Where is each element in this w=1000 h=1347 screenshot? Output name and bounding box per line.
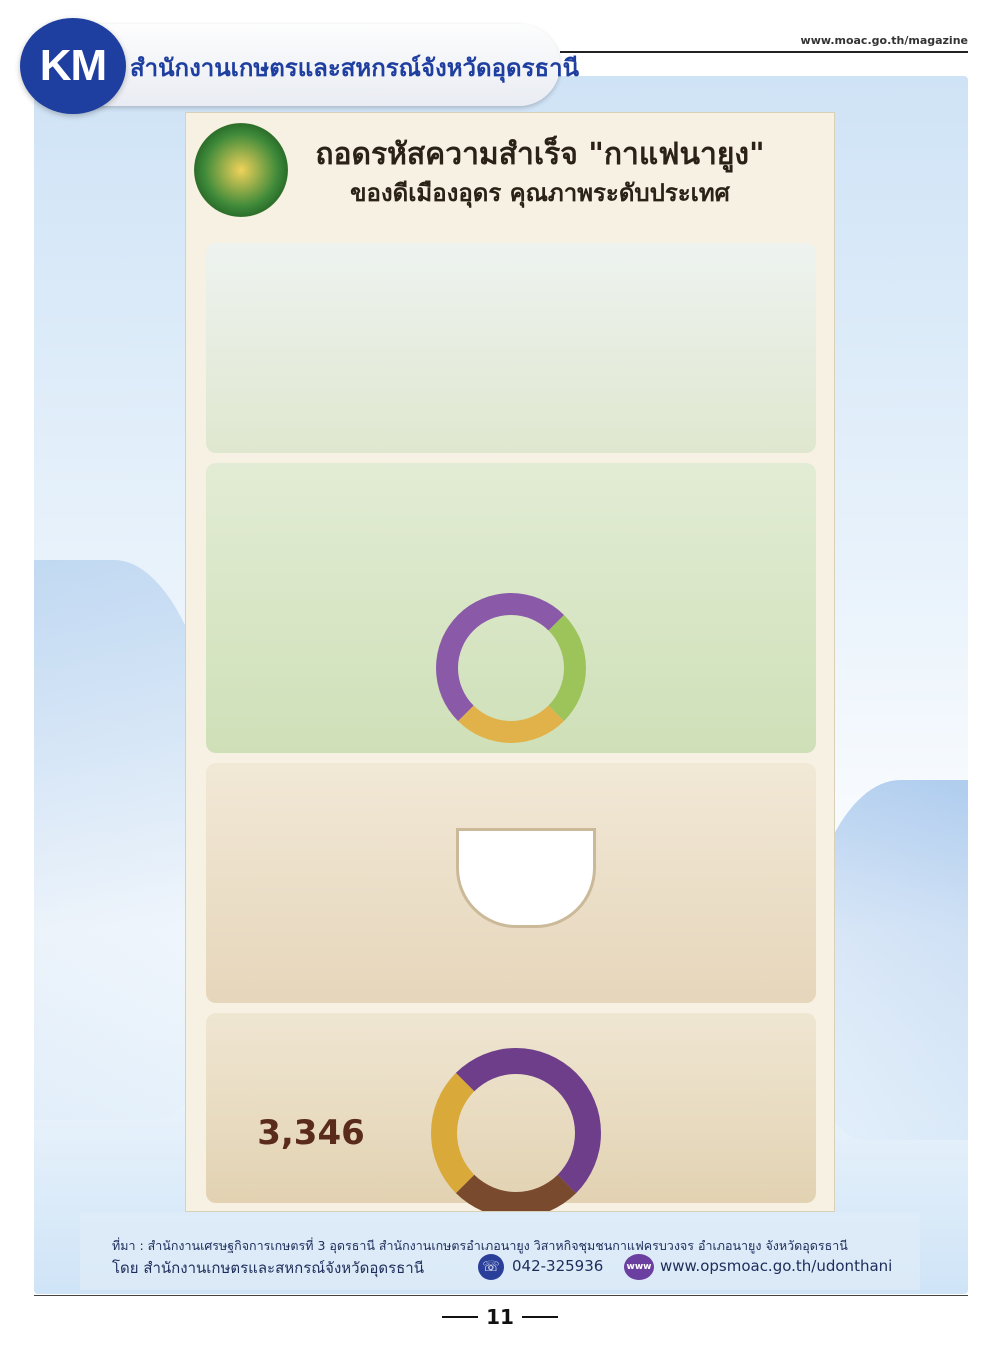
- office-name: สำนักงานเกษตรและสหกรณ์จังหวัดอุดรธานี: [130, 54, 580, 82]
- source-credit: ที่มา : สำนักงานเศรษฐกิจการเกษตรที่ 3 อุดรธานี สำนักงานเกษตรอำเภอนายูง วิสาหกิจชุมชนกาแฟครบวงจร อำเภอนายูง จังหวัดอุดรธานี: [112, 1238, 848, 1253]
- header-rule: [560, 51, 968, 53]
- page-rule: [34, 1295, 968, 1296]
- coffee-cup-icon: [456, 828, 596, 928]
- globe-icon: www: [624, 1254, 654, 1280]
- page-dash-right: [522, 1316, 558, 1318]
- illustration-origin: [206, 243, 816, 453]
- poster-title: ถอดรหัสความสำเร็จ "กาแฟนายูง": [315, 137, 765, 172]
- phone-number[interactable]: 042-325936: [512, 1257, 604, 1275]
- page-number: 11: [486, 1305, 514, 1329]
- profit-value: 3,346: [257, 1113, 365, 1153]
- author-credit: โดย สำนักงานเกษตรและสหกรณ์จังหวัดอุดรธานี: [112, 1259, 424, 1277]
- page-dash-left: [442, 1316, 478, 1318]
- page-number-block: [0, 1305, 1000, 1329]
- km-logo: KM: [20, 18, 126, 114]
- growth-cycle-icon: [436, 593, 586, 743]
- website-link[interactable]: www.opsmoac.go.th/udonthani: [660, 1257, 893, 1275]
- business-cycle-icon: [431, 1048, 601, 1212]
- poster-subtitle: ของดีเมืองอุดร คุณภาพระดับประเทศ: [350, 179, 730, 207]
- infographic-poster: [185, 112, 835, 1212]
- magazine-url[interactable]: www.moac.go.th/magazine: [800, 34, 968, 47]
- phone-icon: ☏: [478, 1254, 504, 1280]
